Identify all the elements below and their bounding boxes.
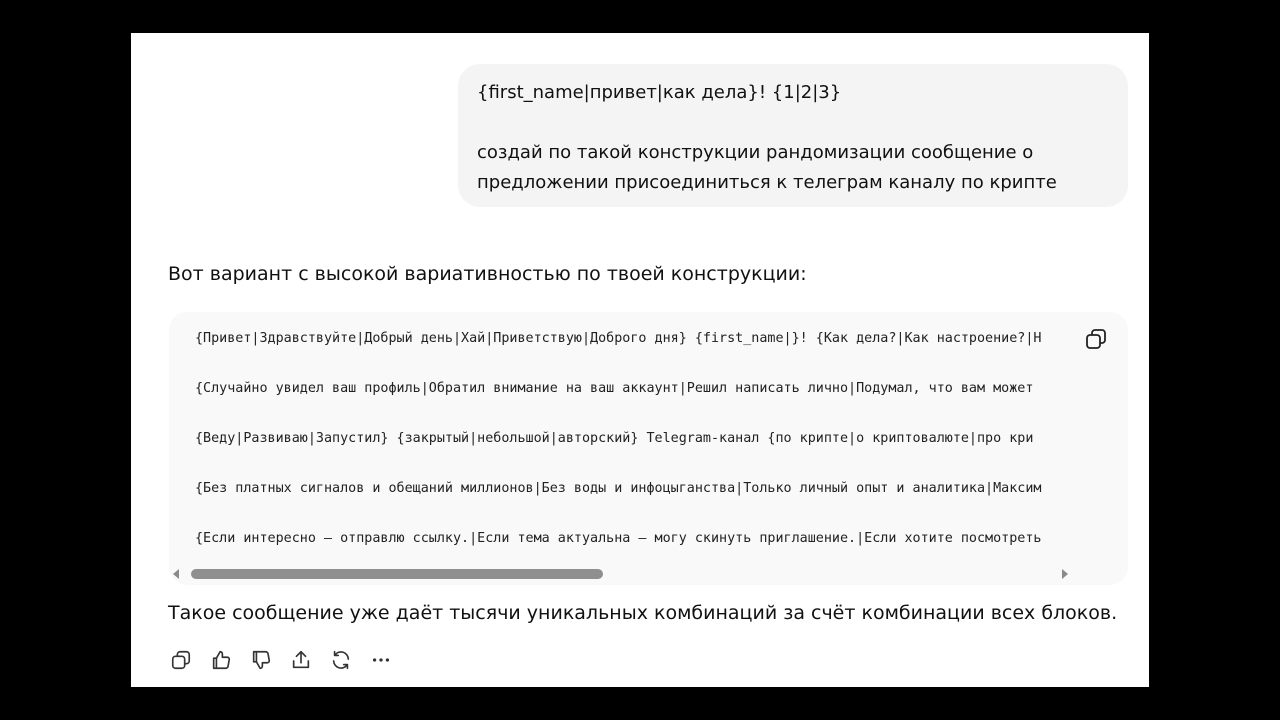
scroll-right-arrow-icon[interactable]: [1062, 569, 1068, 579]
regenerate-button[interactable]: [329, 648, 353, 672]
chat-panel: [131, 33, 1149, 687]
code-line: {Веду|Развиваю|Запустил} {закрытый|небольшой|авторский} Telegram-канал {по крипте|о криптовалюте|про кри: [195, 431, 1034, 446]
code-block: [169, 312, 1128, 585]
user-message-request-line-1: создай по такой конструкции рандомизации сообщение о: [477, 142, 1034, 163]
thumbs-down-icon: [250, 649, 272, 671]
code-line: {Привет|Здравствуйте|Добрый день|Хай|Приветствую|Доброго дня} {first_name|}! {Как дела?|Как настроение?|Н: [195, 331, 1042, 346]
code-line: {Без платных сигналов и обещаний миллионов|Без воды и инфоцыганства|Только личный опыт и аналитика|Максим: [195, 481, 1042, 496]
user-message-request-line-2: предложении присоединиться к телеграм каналу по крипте: [477, 172, 1057, 193]
more-icon: [370, 649, 392, 671]
thumbs-up-icon: [210, 649, 232, 671]
scrollbar-thumb[interactable]: [191, 569, 603, 579]
user-message-bubble: [458, 64, 1128, 207]
code-line: {Если интересно — отправлю ссылку.|Если тема актуальна — могу скинуть приглашение.|Если хотите посмотреть: [195, 531, 1042, 546]
assistant-intro: Вот вариант с высокой вариативностью по твоей конструкции:: [168, 263, 807, 285]
copy-icon: [1084, 327, 1108, 351]
more-button[interactable]: [369, 648, 393, 672]
scroll-left-arrow-icon[interactable]: [173, 569, 179, 579]
thumbs-down-button[interactable]: [249, 648, 273, 672]
thumbs-up-button[interactable]: [209, 648, 233, 672]
code-content[interactable]: [195, 329, 1075, 579]
refresh-icon: [330, 649, 352, 671]
message-actions: [169, 648, 393, 672]
assistant-summary: Такое сообщение уже даёт тысячи уникальных комбинаций за счёт комбинации всех блоков.: [168, 602, 1118, 624]
share-icon: [290, 649, 312, 671]
user-message-template: {first_name|привет|как дела}! {1|2|3}: [477, 82, 842, 103]
code-line: {Случайно увидел ваш профиль|Обратил внимание на ваш аккаунт|Решил написать лично|Подумал, что вам может: [195, 381, 1034, 396]
copy-button[interactable]: [169, 648, 193, 672]
share-button[interactable]: [289, 648, 313, 672]
copy-code-button[interactable]: [1084, 327, 1108, 351]
code-horizontal-scrollbar[interactable]: [169, 565, 1128, 585]
copy-icon: [170, 649, 192, 671]
